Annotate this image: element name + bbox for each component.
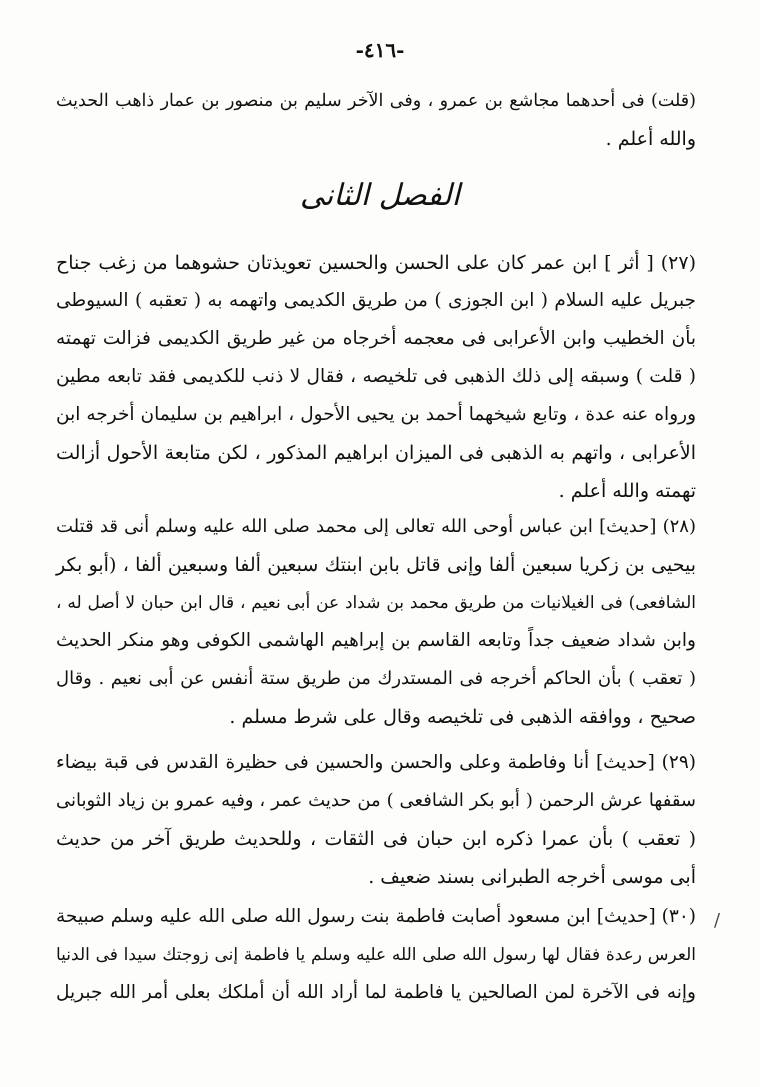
- text-line: أبى موسى أخرجه الطبرانى بسند ضعيف .: [368, 866, 696, 888]
- text-line: تهمته والله أعلم .: [558, 480, 696, 502]
- page-number: -٤١٦-: [355, 38, 405, 62]
- text-line: (٢٧) [ أثر ] ابن عمر كان على الحسن والحسين تعويذتان حشوهما من زغب جناح: [56, 252, 696, 274]
- text-line: (٢٩) [حديث] أنا وفاطمة وعلى والحسن والحسين فى حظيرة القدس فى قبة بيضاء: [56, 752, 696, 773]
- text-line: ورواه عنه عدة ، وتابع شيخهما أحمد بن يحيى الأحول ، ابراهيم بن سليمان أخرجه ابن: [56, 404, 696, 425]
- text-line: بأن الخطيب وابن الأعرابى فى معجمه أخرجاه من غير طريق الكديمى فزالت تهمته: [56, 328, 696, 349]
- text-line: ( تعقب ) بأن عمرا ذكره ابن حبان فى الثقات ، وللحديث طريق آخر من حديث: [56, 828, 696, 850]
- margin-mark: /: [714, 910, 721, 931]
- text-line: ( تعقب ) بأن الحاكم أخرجه فى المستدرك من طريق ستة أنفس عن أبى نعيم . وقال: [56, 668, 696, 689]
- text-line: (قلت) فى أحدهما مجاشع بن عمرو ، وفى الآخر سليم بن منصور بن عمار ذاهب الحديث: [56, 91, 696, 111]
- text-line: العرس رعدة فقال لها رسول الله صلى الله عليه وسلم يا فاطمة إنى زوجتك سيدا فى الدنيا: [56, 945, 696, 965]
- intro-paragraph: [56, 82, 696, 158]
- paragraph-29: [56, 744, 696, 896]
- text-line: الأعرابى ، واتهم به الذهبى فى الميزان ابراهيم المذكور ، لكن متابعة الأحول أزالت: [56, 442, 696, 464]
- text-line: ( قلت ) وسبقه إلى ذلك الذهبى فى تلخيصه ، فقال لا ذنب للكديمى فقد تابعه مطين: [56, 366, 696, 387]
- text-line: صحيح ، ووافقه الذهبى فى تلخيصه وقال على شرط مسلم .: [229, 706, 696, 728]
- paragraph-28: [56, 508, 696, 736]
- text-line: الشافعى) فى الغيلانيات من طريق محمد بن شداد عن أبى نعيم ، قال ابن حبان لا أصل له ،: [56, 593, 696, 613]
- text-line: وإنه فى الآخرة لمن الصالحين يا فاطمة لما أراد الله أن أملكك بعلى أمر الله جبريل: [56, 982, 696, 1003]
- text-line: جبريل عليه السلام ( ابن الجوزى ) من طريق الكديمى واتهمه به ( تعقبه ) السيوطى: [56, 290, 696, 311]
- text-line: بيحيى بن زكريا سبعين ألفا وإنى قاتل بابن ابنتك سبعين ألفا وسبعين ألفا ، (أبو بكر: [56, 554, 696, 576]
- paragraph-30: [56, 898, 696, 1012]
- text-line: سقفها عرش الرحمن ( أبو بكر الشافعى ) من حديث عمر ، وفيه عمرو بن زياد الثوبانى: [56, 790, 696, 811]
- text-line: وابن شداد ضعيف جداً وتابعه القاسم بن إبراهيم الهاشمى الكوفى وهو منكر الحديث: [56, 630, 696, 651]
- paragraph-27: [56, 244, 696, 510]
- text-line: (٣٠) [حديث] ابن مسعود أصابت فاطمة بنت رسول الله صلى الله عليه وسلم صبيحة: [56, 906, 696, 927]
- text-line: (٢٨) [حديث] ابن عباس أوحى الله تعالى إلى محمد صلى الله عليه وسلم أنى قد قتلت: [56, 516, 696, 537]
- text-line: والله أعلم .: [605, 128, 696, 150]
- section-heading: الفصل الثانى: [300, 178, 460, 213]
